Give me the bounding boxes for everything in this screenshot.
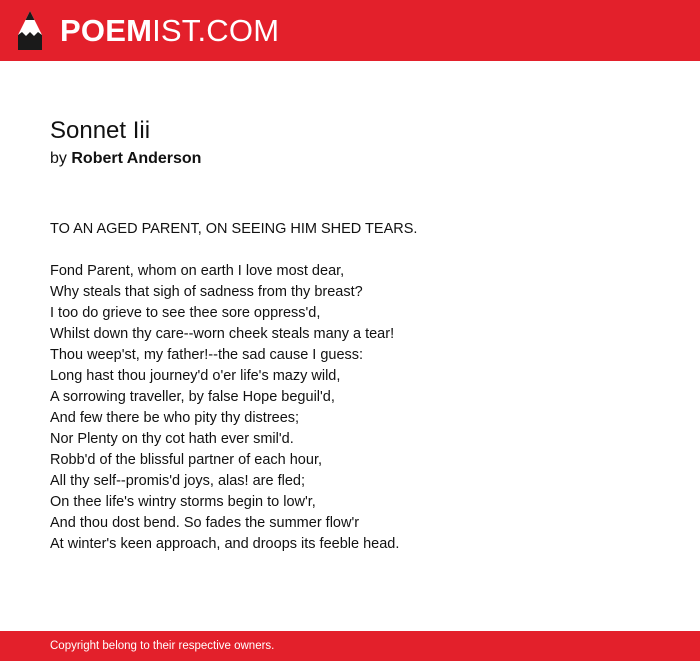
site-name bbox=[60, 9, 279, 53]
poem-line: And few there be who pity thy distrees; bbox=[50, 410, 300, 426]
poem-body bbox=[50, 261, 399, 555]
byline bbox=[50, 148, 201, 170]
poem-line: Why steals that sigh of sadness from thy breast? bbox=[50, 284, 363, 300]
poem-line: Thou weep'st, my father!--the sad cause I guess: bbox=[50, 347, 364, 363]
site-logo-link[interactable] bbox=[17, 9, 279, 53]
poem-line: At winter's keen approach, and droops its feeble head. bbox=[50, 536, 400, 552]
site-name-light: IST.COM bbox=[152, 13, 280, 48]
poem-dedication: TO AN AGED PARENT, ON SEEING HIM SHED TEARS. bbox=[50, 221, 418, 237]
poem-line: Robb'd of the blissful partner of each hour, bbox=[50, 452, 322, 468]
site-header bbox=[0, 0, 700, 61]
poem-line: I too do grieve to see thee sore oppress'd, bbox=[50, 305, 321, 321]
author-name[interactable]: Robert Anderson bbox=[71, 150, 202, 167]
poem-line: All thy self--promis'd joys, alas! are fled; bbox=[50, 473, 305, 489]
site-footer bbox=[0, 631, 700, 661]
by-prefix: by bbox=[50, 150, 67, 167]
poem-title: Sonnet Iii bbox=[50, 117, 151, 144]
poem-line: Whilst down thy care--worn cheek steals many a tear! bbox=[50, 326, 395, 342]
poem-line: And thou dost bend. So fades the summer flow'r bbox=[50, 515, 360, 531]
copyright-notice: Copyright belong to their respective owners. bbox=[50, 640, 275, 652]
poem-line: On thee life's wintry storms begin to low'r, bbox=[50, 494, 316, 510]
site-name-bold: POEM bbox=[60, 13, 153, 48]
poem-line: Long hast thou journey'd o'er life's mazy wild, bbox=[50, 368, 341, 384]
pencil-icon bbox=[17, 9, 43, 53]
poem-line: Fond Parent, whom on earth I love most dear, bbox=[50, 263, 345, 279]
poem-line: A sorrowing traveller, by false Hope beguil'd, bbox=[50, 389, 335, 405]
poem-line: Nor Plenty on thy cot hath ever smil'd. bbox=[50, 431, 294, 447]
